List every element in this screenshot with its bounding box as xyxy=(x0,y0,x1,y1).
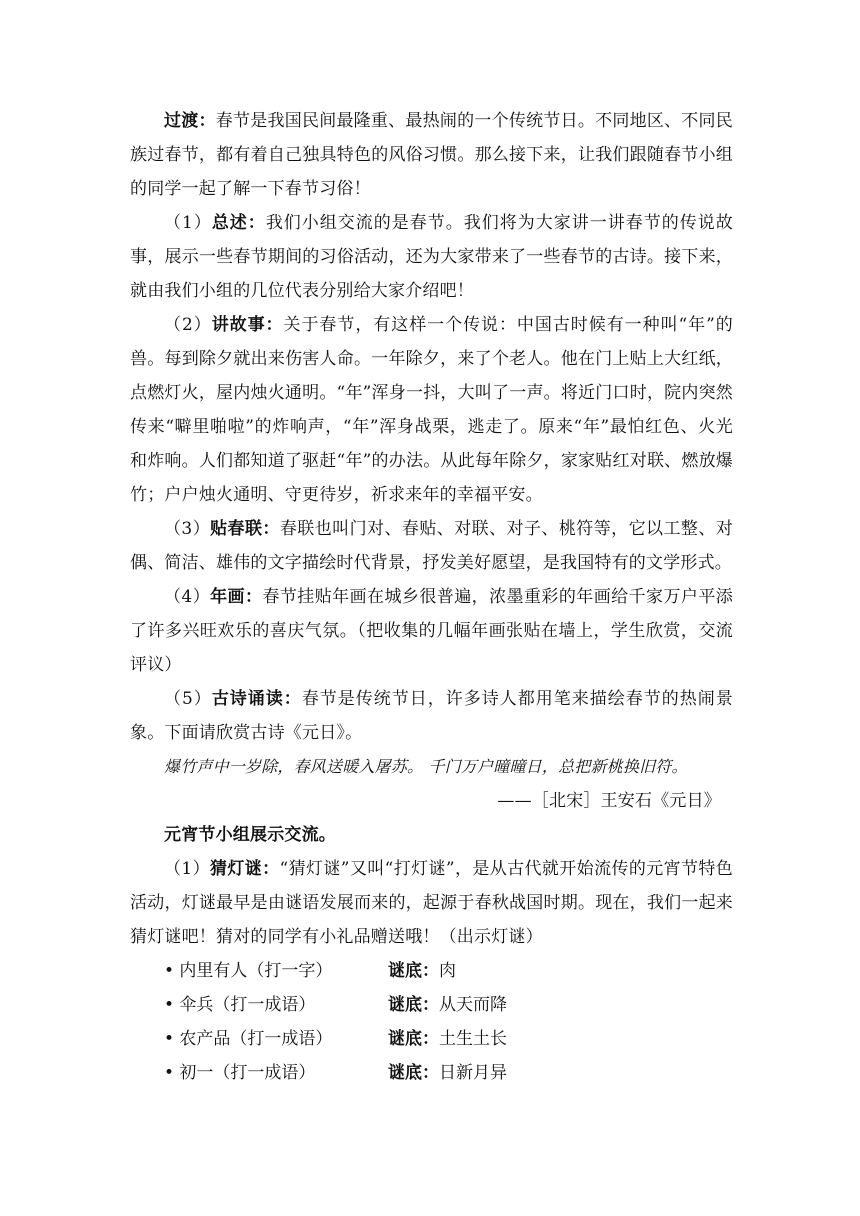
answer-text: 土生土长 xyxy=(439,1029,507,1049)
riddle-question: • 农产品（打一成语） xyxy=(164,1029,333,1049)
item-number: （4） xyxy=(164,587,211,607)
item-text: “猜灯谜”又叫“打灯谜”，是从古代就开始流传的元宵节特色活动，灯谜最早是由谜语发展而来的，起源于春秋战国时期。现在，我们一起来猜灯谜吧！猜对的同学有小礼品赠送哦！（出示灯谜） xyxy=(130,859,733,947)
item-text: 春联也叫门对、春贴、对联、对子、桃符等，它以工整、对偶、简洁、雄伟的文字描绘时代背景，抒发美好愿望，是我国特有的文学形式。 xyxy=(130,519,733,573)
riddle-list xyxy=(164,954,733,1090)
item-text: 我们小组交流的是春节。我们将为大家讲一讲春节的传说故事，展示一些春节期间的习俗活动，还为大家带来了一些春节的古诗。接下来，就由我们小组的几位代表分别给大家介绍吧！ xyxy=(130,213,733,301)
item-label: 古诗诵读： xyxy=(211,689,302,709)
item-text: 关于春节，有这样一个传说：中国古时候有一种叫“年”的兽。每到除夕就出来伤害人命。一年除夕，来了个老人。他在门上贴上大红纸，点燃灯火，屋内烛火通明。“年”浑身一抖，大叫了一声。将近门口时，院内突然传来“噼里啪啦”的炸响声，“年”浑身战栗，逃走了。原来“年”最怕红色、火光和炸响。人们都知道了驱赶“年”的办法。从此每年除夕，家家贴红对联、燃放爆竹；户户烛火通明、守更待岁，祈求来年的幸福平安。 xyxy=(130,315,733,505)
riddle-question: • 初一（打一成语） xyxy=(164,1063,316,1083)
item-number: （5） xyxy=(164,689,212,709)
spring-item-summary xyxy=(130,206,733,308)
riddle-row xyxy=(164,1056,733,1090)
spring-item-poem-reading xyxy=(130,682,733,750)
riddle-answer xyxy=(388,988,507,1022)
riddle-answer xyxy=(388,1056,507,1090)
riddle-answer xyxy=(388,954,456,988)
item-text: 春节挂贴年画在城乡很普遍，浓墨重彩的年画给千家万户平添了许多兴旺欢乐的喜庆气氛。（把收集的几幅年画张贴在墙上，学生欣赏，交流评议） xyxy=(130,587,733,675)
document-page xyxy=(130,104,733,1090)
intro-paragraph xyxy=(130,104,733,206)
item-label: 猜灯谜： xyxy=(209,859,280,879)
riddle-question: • 内里有人（打一字） xyxy=(164,961,333,981)
poem-source: ——［北宋］王安石《元日》 xyxy=(497,791,721,811)
item-label: 年画： xyxy=(210,587,263,607)
item-label: 总述： xyxy=(211,213,266,233)
answer-text: 肉 xyxy=(439,961,456,981)
item-text: 春节是传统节日，许多诗人都用笔来描绘春节的热闹景象。下面请欣赏古诗《元日》。 xyxy=(130,689,733,743)
answer-label: 谜底： xyxy=(388,1063,439,1083)
answer-text: 日新月异 xyxy=(439,1063,507,1083)
spring-item-story xyxy=(130,308,733,512)
spring-item-couplets xyxy=(130,512,733,580)
item-number: （1） xyxy=(164,213,212,233)
item-number: （2） xyxy=(164,315,212,335)
lantern-heading: 元宵节小组展示交流。 xyxy=(164,825,336,845)
item-label: 贴春联： xyxy=(210,519,280,539)
answer-text: 从天而降 xyxy=(439,995,507,1015)
intro-text: 春节是我国民间最隆重、最热闹的一个传统节日。不同地区、不同民族过春节，都有着自己独具特色的风俗习惯。那么接下来，让我们跟随春节小组的同学一起了解一下春节习俗！ xyxy=(130,111,733,199)
poem-text: 爆竹声中一岁除，春风送暖入屠苏。 千门万户曈曈日，总把新桃换旧符。 xyxy=(164,757,688,776)
riddle-question: • 伞兵（打一成语） xyxy=(164,995,316,1015)
item-label: 讲故事： xyxy=(211,315,284,335)
lantern-item-riddles xyxy=(130,852,733,954)
answer-label: 谜底： xyxy=(388,995,439,1015)
riddle-row xyxy=(164,988,733,1022)
answer-label: 谜底： xyxy=(388,1029,439,1049)
spring-item-new-year-paintings xyxy=(130,580,733,682)
answer-label: 谜底： xyxy=(388,961,439,981)
riddle-row xyxy=(164,954,733,988)
riddle-row xyxy=(164,1022,733,1056)
intro-label: 过渡： xyxy=(164,111,216,131)
riddle-answer xyxy=(388,1022,507,1056)
item-number: （1） xyxy=(164,859,210,879)
item-number: （3） xyxy=(164,519,211,539)
